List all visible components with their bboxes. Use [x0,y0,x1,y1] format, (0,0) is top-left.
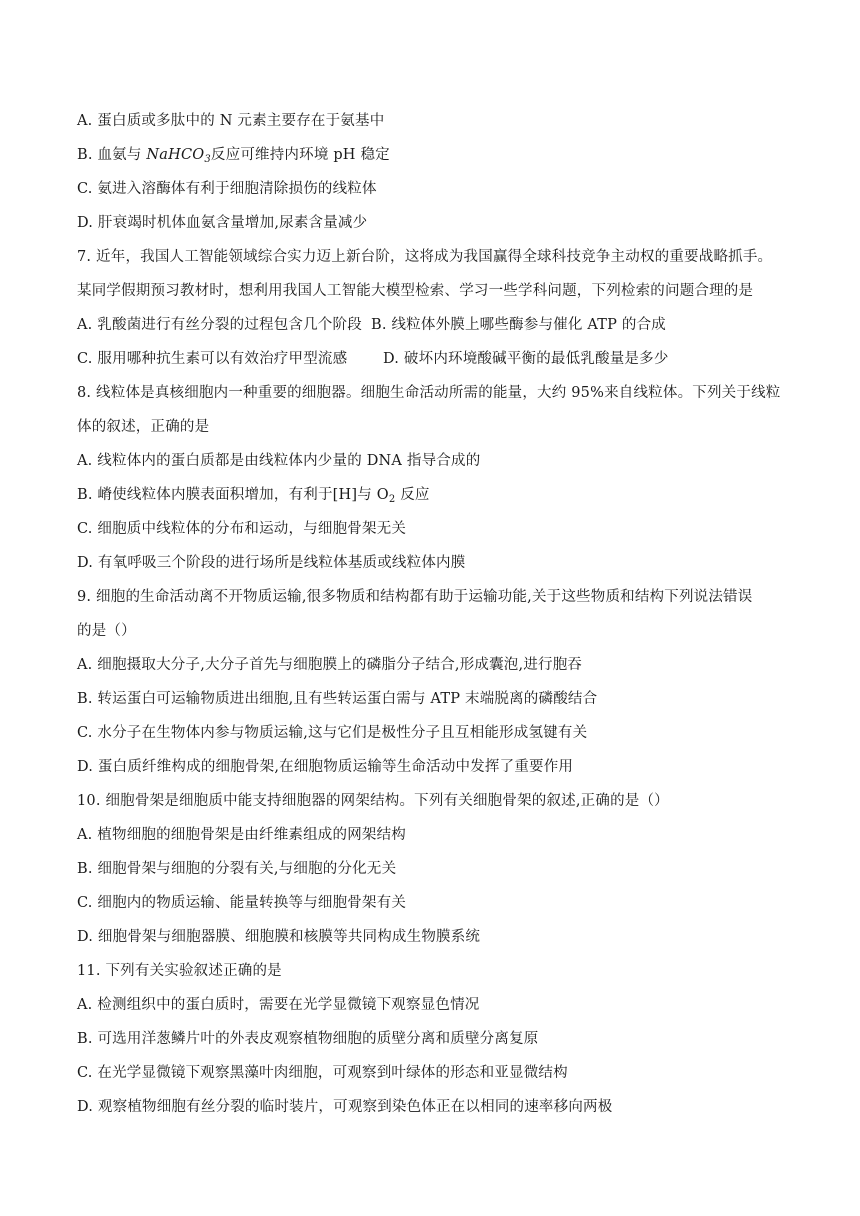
q7-option-d: D. 破坏内环境酸碱平衡的最低乳酸量是多少 [383,351,669,367]
q6-option-a: A. 蛋白质或多肽中的 N 元素主要存在于氨基中 [77,113,385,129]
q6-option-b-prefix: B. 血氨与 [77,147,147,163]
q8-option-c: C. 细胞质中线粒体的分布和运动，与细胞骨架无关 [77,521,407,537]
q11-option-a: A. 检测组织中的蛋白质时，需要在光学显微镜下观察显色情况 [77,997,480,1013]
q10-stem: 10. 细胞骨架是细胞质中能支持细胞器的网架结构。下列有关细胞骨架的叙述,正确的是（） [77,793,669,809]
q11-option-b: B. 可选用洋葱鳞片叶的外表皮观察植物细胞的质壁分离和质壁分离复原 [77,1031,539,1047]
q9-option-c: C. 水分子在生物体内参与物质运输,这与它们是极性分子且互相能形成氢键有关 [77,725,588,741]
q6-option-b-formula [146,147,211,163]
q6-formula-sub: 3 [204,154,211,165]
q9-option-b: B. 转运蛋白可运输物质进出细胞,且有些转运蛋白需与 ATP 末端脱离的磷酸结合 [77,691,598,707]
q8-option-b-suffix: 反应 [395,487,430,503]
q11-stem: 11. 下列有关实验叙述正确的是 [77,963,282,979]
q8-option-b [77,485,797,505]
q8-option-d: D. 有氧呼吸三个阶段的进行场所是线粒体基质或线粒体内膜 [77,555,466,571]
q9-stem-line2: 的是（） [77,623,136,639]
q9-option-a: A. 细胞摄取大分子,大分子首先与细胞膜上的磷脂分子结合,形成囊泡,进行胞吞 [77,657,583,673]
q7-stem-line2: 某同学假期预习教材时，想利用我国人工智能大模型检索、学习一些学科问题，下列检索的问题合理的是 [77,283,754,299]
q11-option-d: D. 观察植物细胞有丝分裂的临时装片，可观察到染色体正在以相同的速率移向两极 [77,1099,613,1115]
q8-option-a: A. 线粒体内的蛋白质都是由线粒体内少量的 DNA 指导合成的 [77,453,481,469]
q10-option-d: D. 细胞骨架与细胞器膜、细胞膜和核膜等共同构成生物膜系统 [77,929,481,945]
q9-stem-line1: 9. 细胞的生命活动离不开物质运输,很多物质和结构都有助于运输功能,关于这些物质和结构下列说法错误 [77,589,753,605]
q7-options-cd [77,349,797,369]
q7-option-c: C. 服用哪种抗生素可以有效治疗甲型流感 [77,351,348,367]
q7-option-a: A. 乳酸菌进行有丝分裂的过程包含几个阶段 [77,317,362,333]
q8-option-b-prefix: B. 嵴使线粒体内膜表面积增加，有利于[H]与 O [77,487,389,503]
q6-option-b [77,145,797,165]
q7-stem-line1: 7. 近年，我国人工智能领域综合实力迈上新台阶，这将成为我国赢得全球科技竞争主动权的重要战略抓手。 [77,249,773,265]
q8-option-b-sub: 2 [388,494,396,505]
q6-option-d: D. 肝衰竭时机体血氨含量增加,尿素含量减少 [77,215,368,231]
q10-option-b: B. 细胞骨架与细胞的分裂有关,与细胞的分化无关 [77,861,397,877]
q7-options-ab [77,315,797,335]
q8-stem-line1: 8. 线粒体是真核细胞内一种重要的细胞器。细胞生命活动所需的能量，大约 95%来自线粒体。下列关于线粒 [77,385,781,401]
q6-formula-main: NaHCO [146,147,205,163]
q10-option-a: A. 植物细胞的细胞骨架是由纤维素组成的网架结构 [77,827,406,843]
q6-option-b-suffix: 反应可维持内环境 pH 稳定 [210,147,390,163]
q10-option-c: C. 细胞内的物质运输、能量转换等与细胞骨架有关 [77,895,407,911]
q9-option-d: D. 蛋白质纤维构成的细胞骨架,在细胞物质运输等生命活动中发挥了重要作用 [77,759,574,775]
q11-option-c: C. 在光学显微镜下观察黑藻叶肉细胞，可观察到叶绿体的形态和亚显微结构 [77,1065,568,1081]
q8-stem-line2: 体的叙述，正确的是 [77,419,210,435]
q7-option-b: B. 线粒体外膜上哪些酶参与催化 ATP 的合成 [371,317,666,333]
q6-option-c: C. 氨进入溶酶体有利于细胞清除损伤的线粒体 [77,181,377,197]
